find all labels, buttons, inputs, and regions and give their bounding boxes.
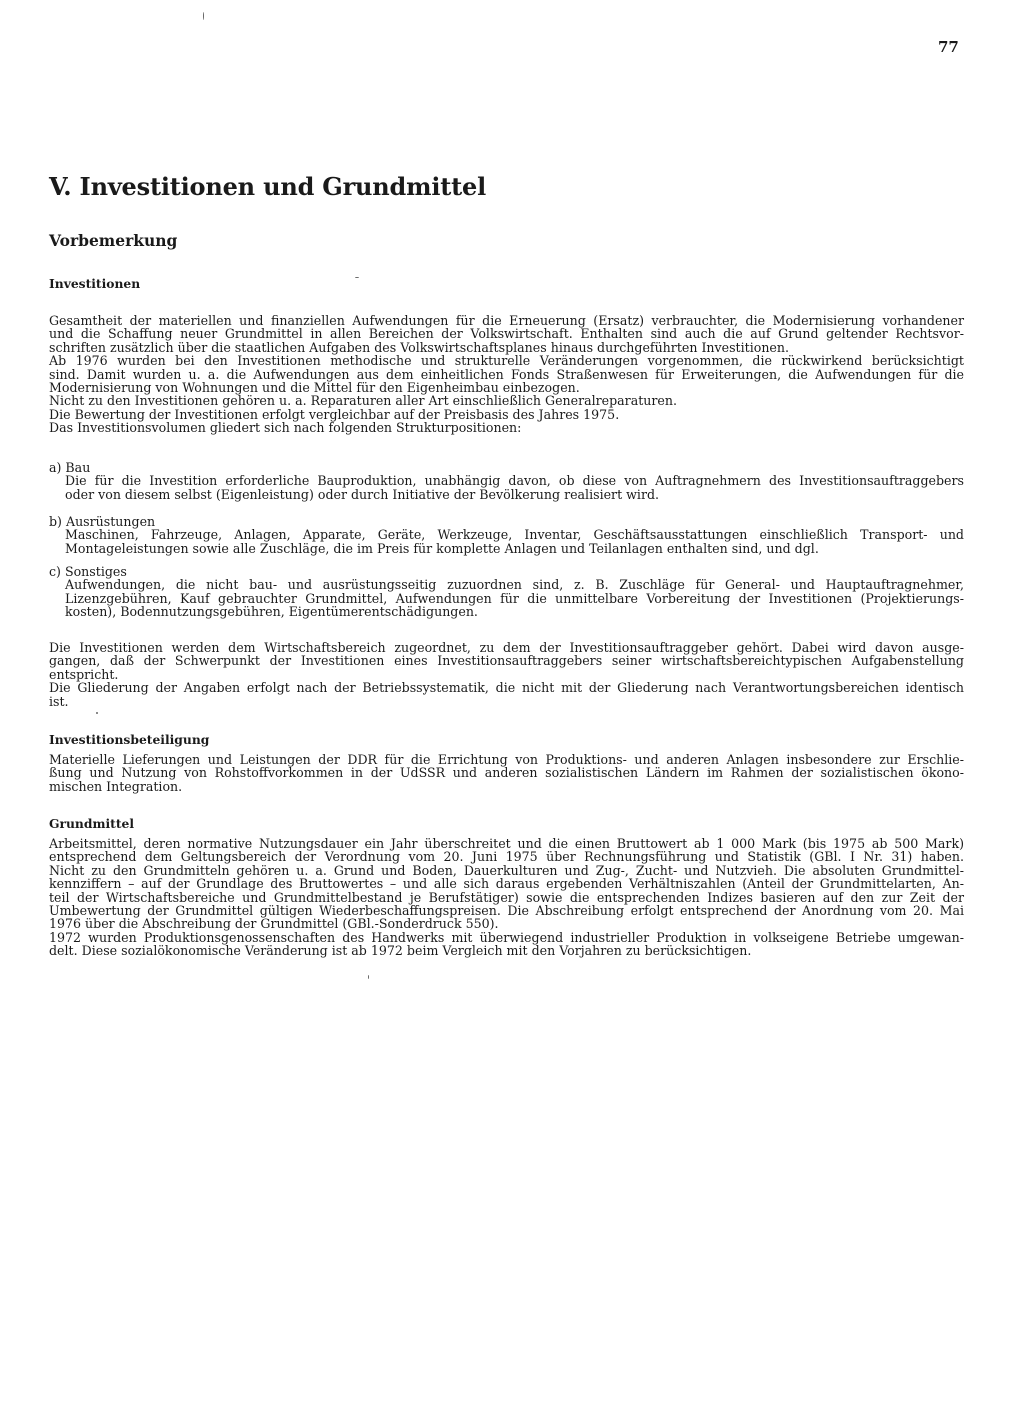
text-line: Materielle Lieferungen und Leistungen der DDR für die Errichtung von Produktions- und anderen Anlagen insbesondere zur Erschlie-	[49, 752, 964, 767]
list-item-sonstiges	[49, 565, 964, 619]
text-line: mischen Integration.	[49, 778, 183, 794]
scan-speck	[368, 975, 369, 979]
list-item-body	[49, 578, 964, 618]
text-line: Arbeitsmittel, deren normative Nutzungsdauer ein Jahr überschreitet und die einen Bruttowert ab 1 000 Mark (bis 1975 ab 500 Mark)	[49, 836, 964, 851]
investitionen-heading: Investitionen	[49, 276, 141, 291]
text-line: Modernisierung von Wohnungen und die Mittel für den Eigenheimbau einbezogen.	[49, 380, 580, 396]
investitionsbeteiligung-paragraph	[49, 753, 964, 793]
text-line: 1972 wurden Produktionsgenossenschaften des Handwerks mit überwiegend industrieller Produktion in volkseigene Betriebe umgewan-	[49, 929, 964, 945]
text-line: kosten), Bodennutzungsgebühren, Eigentümerentschädigungen.	[65, 604, 478, 620]
list-item-body	[49, 474, 964, 501]
text-line: Die Gliederung der Angaben erfolgt nach der Betriebssystematik, die nicht mit der Gliederung nach Verantwortungsbereichen identisch	[49, 680, 964, 696]
text-line: entspricht.	[49, 666, 119, 682]
text-line: delt. Diese sozialökonomische Veränderung ist ab 1972 beim Vergleich mit den Vorjahren zu berücksichtigen.	[49, 943, 752, 959]
list-item-ausruestungen	[49, 515, 964, 555]
text-line: entsprechend dem Geltungsbereich der Verordnung vom 20. Juni 1975 über Rechnungsführung und Statistik (GBl. I Nr. 31) haben.	[49, 849, 964, 865]
text-line: kennziffern – auf der Grundlage des Bruttowertes – und alle sich daraus ergebenden Verhältniszahlen (Anteil der Grundmittelarten, An-	[49, 876, 964, 892]
text-line: Maschinen, Fahrzeuge, Anlagen, Apparate, Geräte, Werkzeuge, Inventar, Geschäftsausstattungen einschließlich Transport- und	[65, 527, 964, 543]
investitionsbeteiligung-heading: Investitionsbeteiligung	[49, 732, 210, 747]
text-line: Das Investitionsvolumen gliedert sich nach folgenden Strukturpositionen:	[49, 420, 522, 436]
text-line: teil der Wirtschaftsbereiche und Grundmittelbestand je Berufstätiger) sowie die entsprechenden Indizes basieren auf den zur Zeit der	[49, 889, 964, 905]
text-line: ßung und Nutzung von Rohstoffvorkommen in der UdSSR und anderen sozialistischen Ländern im Rahmen der sozialistischen ökono-	[49, 765, 964, 781]
grundmittel-heading: Grundmittel	[49, 816, 134, 831]
text-line: Nicht zu den Investitionen gehören u. a. Reparaturen aller Art einschließlich Generalreparaturen.	[49, 393, 677, 409]
text-line: Montageleistungen sowie alle Zuschläge, die im Preis für komplette Anlagen und Teilanlagen enthalten sind, und dgl.	[65, 540, 819, 556]
text-line: schriften zusätzlich über die staatlichen Aufgaben des Volkswirtschaftsplanes hinaus durchgeführten Investitionen.	[49, 339, 789, 355]
text-line: Nicht zu den Grundmitteln gehören u. a. Grund und Boden, Dauerkulturen und Zug-, Zucht- und Nutzvieh. Die absoluten Grundmittel-	[49, 862, 964, 878]
investitionen-closing-paragraph	[49, 641, 964, 708]
section-title: Vorbemerkung	[49, 231, 178, 250]
list-item-bau	[49, 461, 964, 501]
chapter-title: V. Investitionen und Grundmittel	[49, 172, 487, 201]
text-line: 1976 über die Abschreibung der Grundmittel (GBl.-Sonderdruck 550).	[49, 916, 499, 932]
scan-speck	[355, 277, 359, 278]
text-line: Die Bewertung der Investitionen erfolgt vergleichbar auf der Preisbasis des Jahres 1975.	[49, 406, 620, 422]
text-line: sind. Damit wurden u. a. die Aufwendungen aus dem einheitlichen Fonds Straßenwesen für Erweiterungen, die Aufwendungen für die	[49, 366, 964, 382]
text-line: Die Investitionen werden dem Wirtschaftsbereich zugeordnet, zu dem der Investitionsauftraggeber gehört. Dabei wird davon ausge-	[49, 640, 964, 655]
text-line: gangen, daß der Schwerpunkt der Investitionen eines Investitionsauftraggebers seiner wirtschaftsbereichtypischen Aufgabenstellung	[49, 653, 964, 669]
page-number: 77	[938, 38, 959, 56]
text-line: ist.	[49, 693, 69, 709]
text-line: Gesamtheit der materiellen und finanziellen Aufwendungen für die Erneuerung (Ersatz) verbrauchter, die Modernisierung vorhandener	[49, 313, 964, 328]
scan-speck	[96, 712, 98, 714]
text-line: und die Schaffung neuer Grundmittel in allen Bereichen der Volkswirtschaft. Enthalten sind auch die auf Grund geltender Rechtsvor-	[49, 326, 964, 342]
text-line: Lizenzgebühren, Kauf gebrauchter Grundmittel, Aufwendungen für die unmittelbare Vorbereitung der Investitionen (Projektierungs-	[65, 590, 964, 606]
grundmittel-paragraph	[49, 837, 964, 958]
list-item-label: a) Bau	[49, 460, 91, 475]
list-item-label: c) Sonstiges	[49, 564, 127, 579]
scan-speck	[203, 12, 204, 20]
text-line: Die für die Investition erforderliche Bauproduktion, unabhängig davon, ob diese von Auftragnehmern des Investitionsauftraggebers	[65, 473, 964, 489]
list-item-body	[49, 528, 964, 555]
text-line: Ab 1976 wurden bei den Investitionen methodische und strukturelle Veränderungen vorgenommen, die rückwirkend berücksichtigt	[49, 353, 964, 369]
text-line: Aufwendungen, die nicht bau- und ausrüstungsseitig zuzuordnen sind, z. B. Zuschläge für General- und Hauptauftragnehmer,	[65, 577, 964, 593]
investitionen-paragraph	[49, 314, 964, 435]
text-line: Umbewertung der Grundmittel gültigen Wiederbeschaffungspreisen. Die Abschreibung erfolgt entsprechend der Anordnung vom 20. Mai	[49, 903, 964, 919]
list-item-label: b) Ausrüstungen	[49, 514, 156, 529]
text-line: oder von diesem selbst (Eigenleistung) oder durch Initiative der Bevölkerung realisiert wird.	[65, 486, 660, 502]
